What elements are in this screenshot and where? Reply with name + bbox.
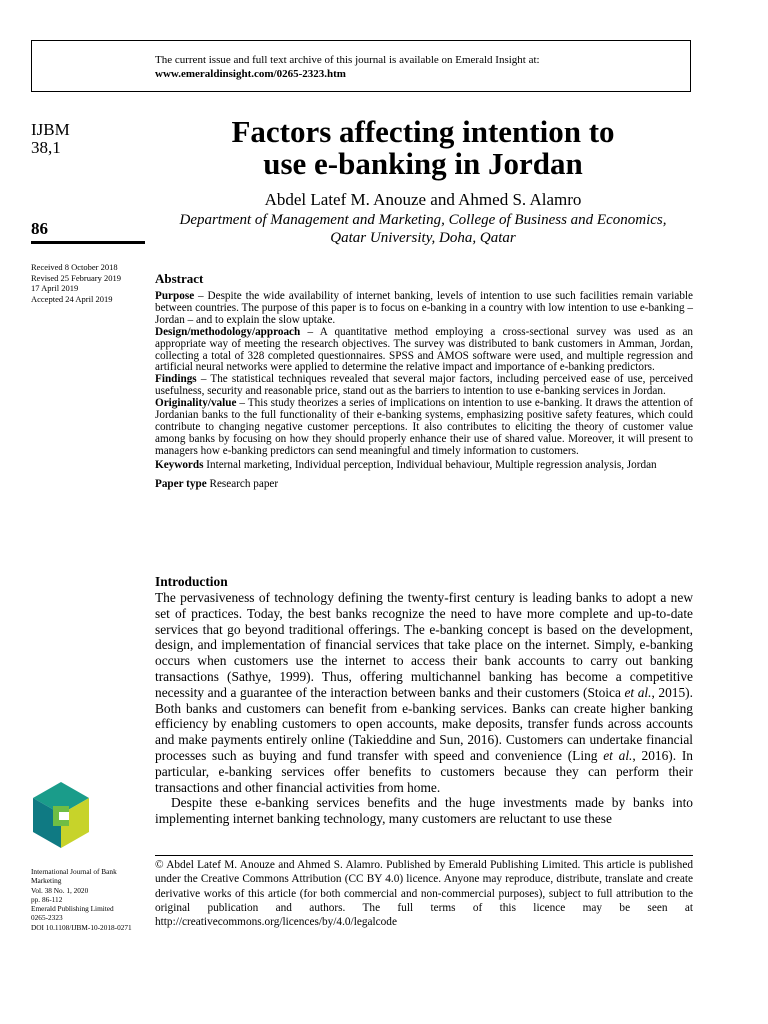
affiliation-line: Qatar University, Doha, Qatar — [330, 230, 516, 246]
date-line: Revised 25 February 2019 — [31, 272, 121, 283]
design-text: – A quantitative method employing a cross-sectional survey was used as an appropriate way of meeting the research objectives. The survey was distributed to bank customers in Amman, Jordan, collecting a total of 328 completed questionnaires. SPSS and AMOS software were used, and multiple regression and artificial neural networks were applied to determine the relative impact and importance of e-banking predictors. — [155, 325, 693, 374]
page-number-rule — [31, 241, 145, 244]
banner-text — [155, 53, 540, 81]
findings-label: Findings — [155, 373, 197, 386]
findings-text: – The statistical techniques revealed that several major factors, including perceived ease of use, perceived usefulness, security and reasonable price, stand out as the barriers to intention to use e-banking services in Jordan. — [155, 373, 693, 398]
date-line: Received 8 October 2018 — [31, 262, 118, 272]
meta-line: Vol. 38 No. 1, 2020 — [31, 885, 89, 895]
originality-text: – This study theorizes a series of implications on intention to use e-banking. It draws the attention of Jordanian banks to the full functionality of their e-banking systems, emphasizing positive safety features, which could contribute to changing negative customer perceptions. It also contributes to eliciting the theory of customer value among banks by focusing on how they should properly enhance their use of shared value. Moreover, it will present to managers how e-banking predictors can send meaningful and timely information to customers. — [155, 397, 693, 457]
introduction-heading: Introduction — [155, 574, 228, 589]
purpose-text: – Despite the wide availability of internet banking, levels of intention to use such facilities remain variable between countries. The purpose of this paper is to focus on e-banking in a country with low intention to use e-banking – Jordan – and to explain the slow uptake. — [155, 290, 693, 326]
page-number: 86 — [31, 219, 48, 238]
journal-archive-banner — [31, 40, 691, 92]
et-al: et al. — [603, 747, 633, 763]
abstract-heading: Abstract — [155, 271, 204, 286]
intro-paragraph: Despite these e-banking services benefits and the huge investments made by banks into implementing internet banking technology, many customers are reluctant to use these — [155, 795, 693, 827]
logo-inner-light — [59, 812, 69, 820]
journal-metadata — [31, 867, 143, 932]
intro-text: The pervasiveness of technology defining the twenty-first century is leading banks to adopt a new set of practices. Today, the best banks recognize the need to have more complete and up-to-date services that go beyond traditional offerings. The e-banking concept is based on the development, design, and implementation of financial services that take place on the internet. Simply, e-banking occurs when customers use the internet to access their bank accounts to carry out banking transactions (Sathye, 1999). Thus, offering multichannel banking has become a competitive necessity and a guarantee of the interaction between banks and their customers (Stoica — [155, 590, 693, 700]
intro-paragraph — [155, 590, 693, 795]
keywords-label: Keywords — [155, 458, 204, 471]
journal-abbr-text: IJBM — [31, 120, 70, 139]
title-line: Factors affecting intention to — [231, 114, 615, 149]
author-affiliation — [155, 211, 691, 247]
volume-issue: 38,1 — [31, 138, 61, 157]
intro-text: , 2016). In particular, e-banking services offer benefits to customers because they can perform their transactions and other financial activities from home. — [155, 747, 694, 795]
emerald-logo-icon — [31, 780, 91, 850]
journal-abbreviation — [31, 121, 70, 157]
banner-line: The current issue and full text archive of this journal is available on Emerald Insight at: — [155, 54, 540, 66]
abstract-originality — [155, 398, 693, 458]
license-divider — [155, 855, 693, 856]
abstract-section — [155, 271, 693, 491]
meta-line: Marketing — [31, 876, 62, 886]
originality-label: Originality/value — [155, 397, 237, 410]
meta-line: pp. 86-112 — [31, 894, 63, 904]
received-dates — [31, 262, 121, 304]
license-footnote: © Abdel Latef M. Anouze and Ahmed S. Alamro. Published by Emerald Publishing Limited. This article is published under the Creative Commons Attribution (CC BY 4.0) licence. Anyone may reproduce, distribute, translate and create derivative works of this article (for both commercial and non-commercial purposes), subject to full attribution to the original publication and authors. The full terms of this licence may be seen at http://creativecommons.org/licences/by/4.0/legalcode — [155, 859, 693, 929]
journal-url-link[interactable]: www.emeraldinsight.com/0265-2323.htm — [155, 68, 346, 80]
abstract-paper-type — [155, 479, 693, 491]
introduction-section — [155, 574, 693, 827]
purpose-label: Purpose — [155, 290, 195, 302]
title-line: use e-banking in Jordan — [263, 146, 583, 181]
article-authors: Abdel Latef M. Anouze and Ahmed S. Alamro — [264, 190, 582, 209]
abstract-purpose — [155, 291, 693, 327]
intro-text: , 2015). Both banks and customers can benefit from e-banking services. Banks can create higher banking efficiency by enabling customers to open accounts, make deposits, transfer funds across accounts and make payments entirely online (Takieddine and Sun, 2016). Customers can undertake financial processes such as buying and fund transfer with speed and convenience (Ling — [155, 684, 693, 763]
paper-type-label: Paper type — [155, 477, 207, 490]
date-line: 17 April 2019 — [31, 283, 79, 293]
design-label: Design/methodology/approach — [155, 325, 301, 338]
date-line: Accepted 24 April 2019 — [31, 293, 113, 304]
doi-link[interactable]: DOI 10.1108/IJBM-10-2018-0271 — [31, 922, 132, 932]
et-al: et al. — [624, 684, 652, 700]
paper-type-text: Research paper — [206, 477, 279, 490]
abstract-design — [155, 327, 693, 375]
abstract-findings — [155, 374, 693, 398]
abstract-keywords — [155, 460, 693, 472]
meta-line: Emerald Publishing Limited — [31, 904, 114, 914]
keywords-text: Internal marketing, Individual perception, Individual behaviour, Multiple regression analysis, Jordan — [203, 458, 657, 471]
article-title — [155, 116, 691, 180]
meta-line: 0265-2323 — [31, 913, 63, 923]
affiliation-line: Department of Management and Marketing, College of Business and Economics, — [179, 212, 667, 228]
meta-line: International Journal of Bank — [31, 867, 117, 876]
